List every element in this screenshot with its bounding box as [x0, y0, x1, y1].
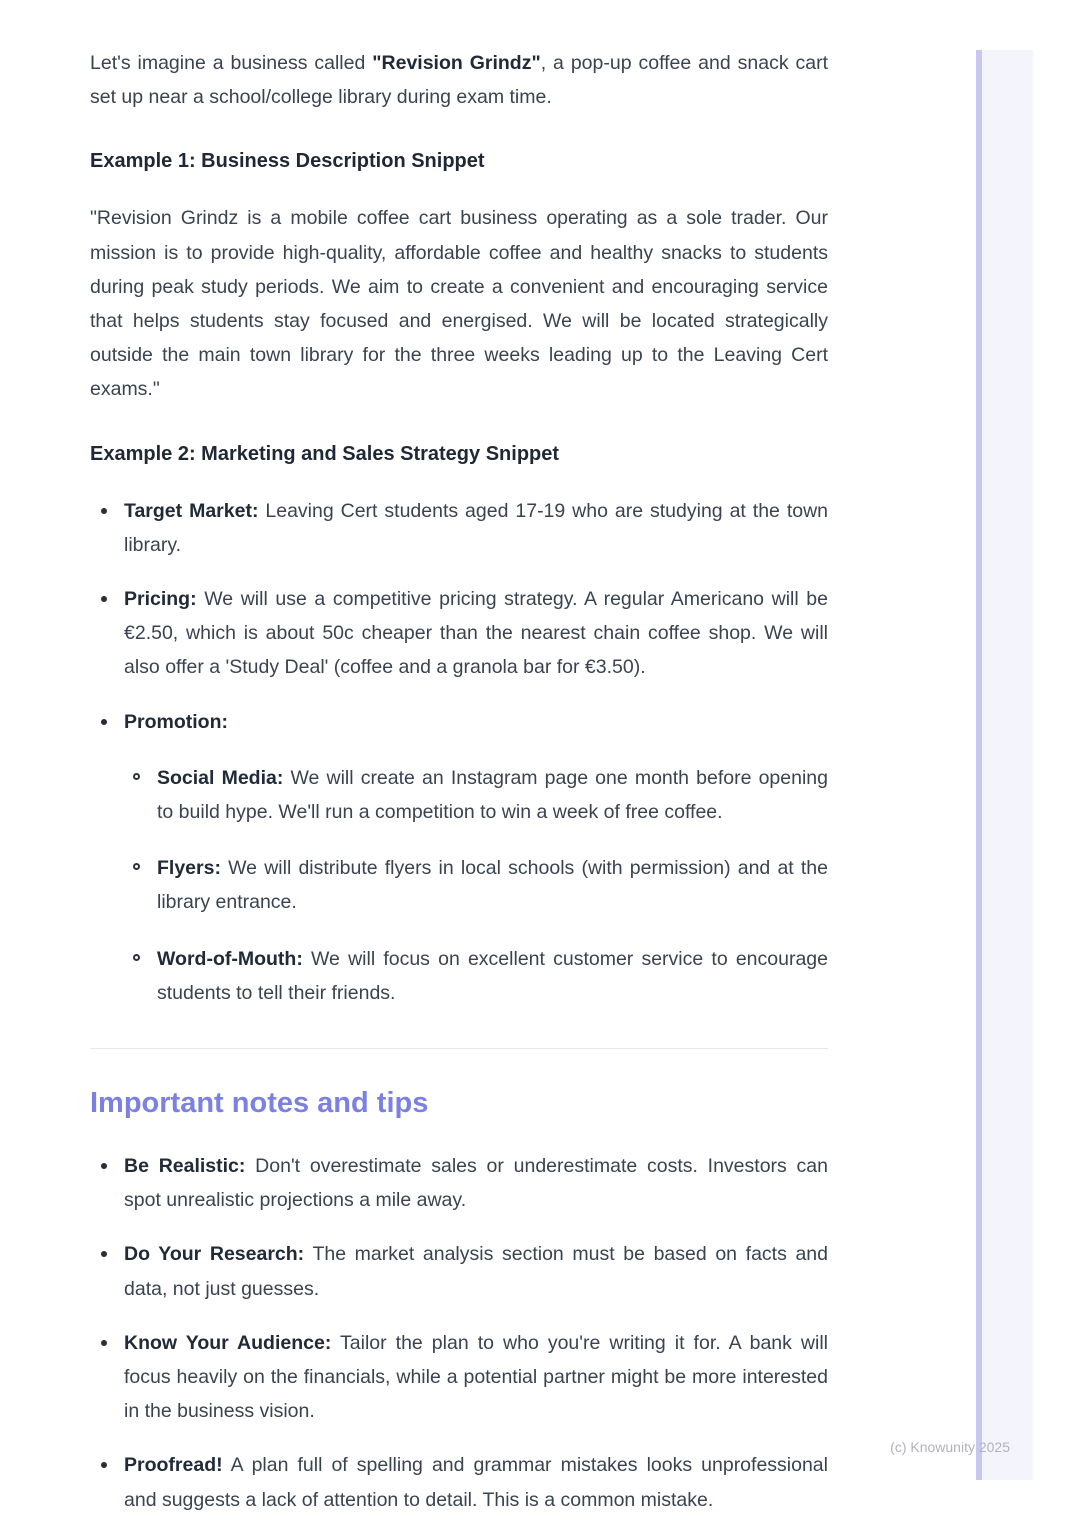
bullet-text: Leaving Cert students aged 17-19 who are studying at the town library.: [124, 499, 829, 556]
bullet-label: Word-of-Mouth:: [157, 947, 303, 970]
list-item-promotion: [90, 705, 828, 1010]
list-item-target-market: [90, 494, 828, 562]
bullet-text: Tailor the plan to who you're writing it for. A bank will focus heavily on the financials, while a potential partner might be more interested in the business vision.: [124, 1331, 828, 1423]
tips-list: [90, 1149, 828, 1517]
business-description-paragraph: "Revision Grindz is a mobile coffee cart business operating as a sole trader. Our mission is to provide high-quality, affordable coffee and healthy snacks to students during peak study periods. We aim to create a convenient and encouraging service that helps students stay focused and energised. We will be located strategically outside the main town library for the three weeks leading up to the Leaving Cert exams.": [90, 207, 828, 401]
bullet-label: Flyers:: [157, 857, 221, 880]
bullet-label: Social Media:: [157, 766, 284, 789]
list-item-do-your-research: [90, 1237, 828, 1305]
bullet-label: Be Realistic:: [124, 1155, 246, 1178]
document-page: [90, 0, 828, 1537]
bullet-text: The market analysis section must be based on facts and data, not just guesses.: [124, 1243, 828, 1300]
bullet-text: We will focus on excellent customer service to encourage students to tell their friends.: [157, 947, 828, 1004]
bullet-text: Don't overestimate sales or underestimate costs. Investors can spot unrealistic projections a mile away.: [124, 1155, 828, 1212]
bullet-text: A plan full of spelling and grammar mistakes looks unprofessional and suggests a lack of attention to detail. This is a common mistake.: [124, 1454, 828, 1511]
list-item-social-media: [124, 761, 828, 829]
example1-heading: Example 1: Business Description Snippet: [90, 150, 485, 173]
marketing-strategy-list: [90, 494, 828, 1010]
intro-paragraph: [90, 46, 828, 114]
important-notes-heading: Important notes and tips: [90, 1087, 429, 1120]
next-page-edge-panel[interactable]: [976, 50, 1033, 1480]
bullet-label: Know Your Audience:: [124, 1331, 332, 1354]
bullet-text: We will create an Instagram page one month before opening to build hype. We'll run a competition to win a week of free coffee.: [157, 766, 828, 824]
example2-heading: Example 2: Marketing and Sales Strategy Snippet: [90, 442, 560, 465]
list-item-be-realistic: [90, 1149, 828, 1217]
intro-text-post: , a pop-up coffee and snack cart set up near a school/college library during exam time.: [90, 52, 829, 109]
list-item-flyers: [124, 851, 828, 919]
bullet-text: We will distribute flyers in local schools (with permission) and at the library entrance.: [157, 857, 828, 914]
list-item-pricing: [90, 582, 828, 685]
promotion-sub-list: [124, 761, 828, 1010]
bullet-label: Do Your Research:: [124, 1243, 305, 1266]
bullet-label: Target Market:: [124, 499, 259, 522]
bullet-label: Promotion:: [124, 710, 228, 733]
bullet-label: Pricing:: [124, 588, 197, 611]
bullet-text: We will use a competitive pricing strategy. A regular Americano will be €2.50, which is about 50c cheaper than the nearest chain coffee shop. We will also offer a 'Study Deal' (coffee and a granola bar for €3.50).: [124, 588, 828, 679]
list-item-word-of-mouth: [124, 942, 828, 1010]
intro-text-pre: Let's imagine a business called: [90, 52, 373, 74]
bullet-label: Proofread!: [124, 1454, 223, 1477]
business-name: "Revision Grindz": [372, 52, 541, 74]
copyright-watermark: (c) Knowunity 2025: [890, 1439, 1010, 1455]
section-divider: [90, 1048, 828, 1049]
list-item-proofread: [90, 1448, 828, 1516]
list-item-know-your-audience: [90, 1326, 828, 1429]
